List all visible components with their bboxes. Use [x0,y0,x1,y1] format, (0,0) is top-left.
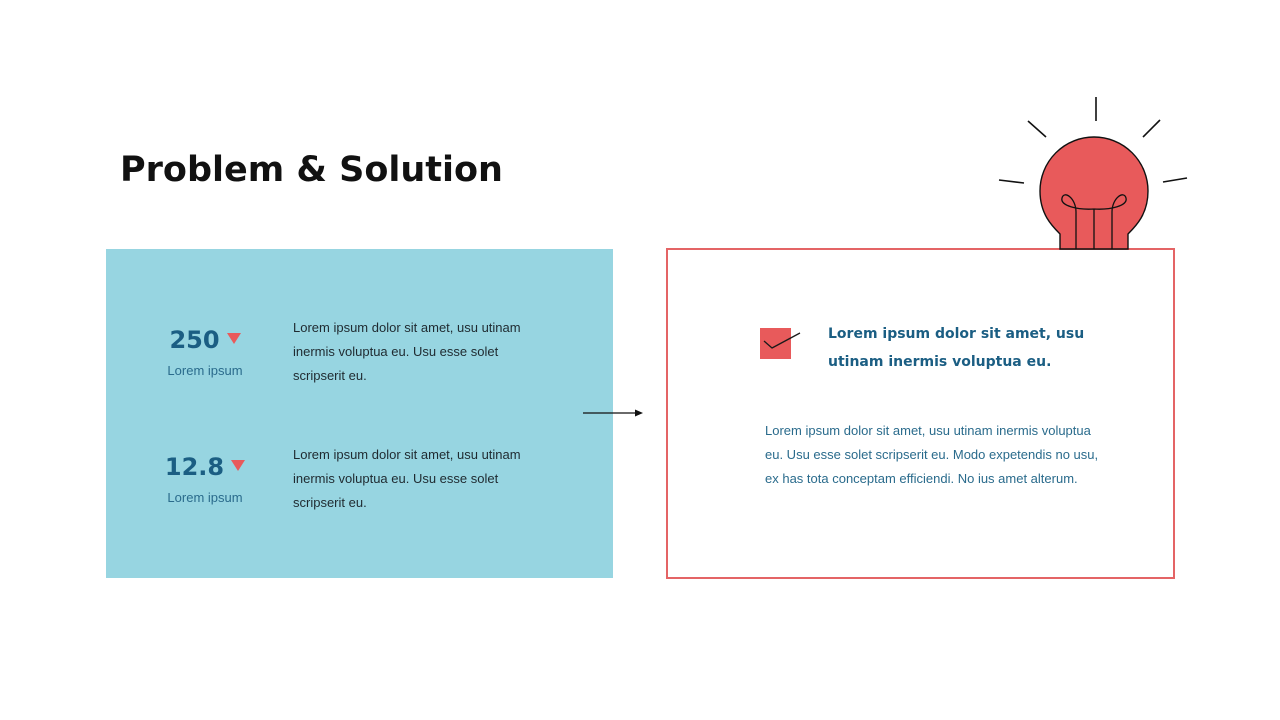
stat-label: Lorem ipsum [167,363,243,378]
stat-label: Lorem ipsum [167,490,243,505]
stat-item [156,449,254,507]
down-triangle-icon [231,460,245,471]
lightbulb-icon [996,94,1192,254]
checkbox-checked-icon [760,328,791,359]
problem-panel [106,249,613,578]
page-title: Problem & Solution [120,150,503,190]
stat-value: 12.8 [164,453,225,481]
arrow-right-icon [583,406,645,420]
solution-panel [666,248,1175,579]
stat-description: Lorem ipsum dolor sit amet, usu utinam inermis voluptua eu. Usu esse solet scripserit eu. [293,447,521,510]
stat-item [156,322,254,380]
stat-description: Lorem ipsum dolor sit amet, usu utinam inermis voluptua eu. Usu esse solet scripserit eu. [293,320,521,383]
down-triangle-icon [227,333,241,344]
stat-value: 250 [169,326,220,354]
check-mark-icon [760,328,804,362]
stat-value-row [156,449,254,485]
solution-body: Lorem ipsum dolor sit amet, usu utinam inermis voluptua eu. Usu esse solet scripserit eu. Modo expetendis no usu, ex has tota conceptam efficiendi. No ius amet alterum. [765,423,1099,486]
stat-value-row [156,322,254,358]
solution-heading: Lorem ipsum dolor sit amet, usu utinam inermis voluptua eu. [828,326,1085,370]
